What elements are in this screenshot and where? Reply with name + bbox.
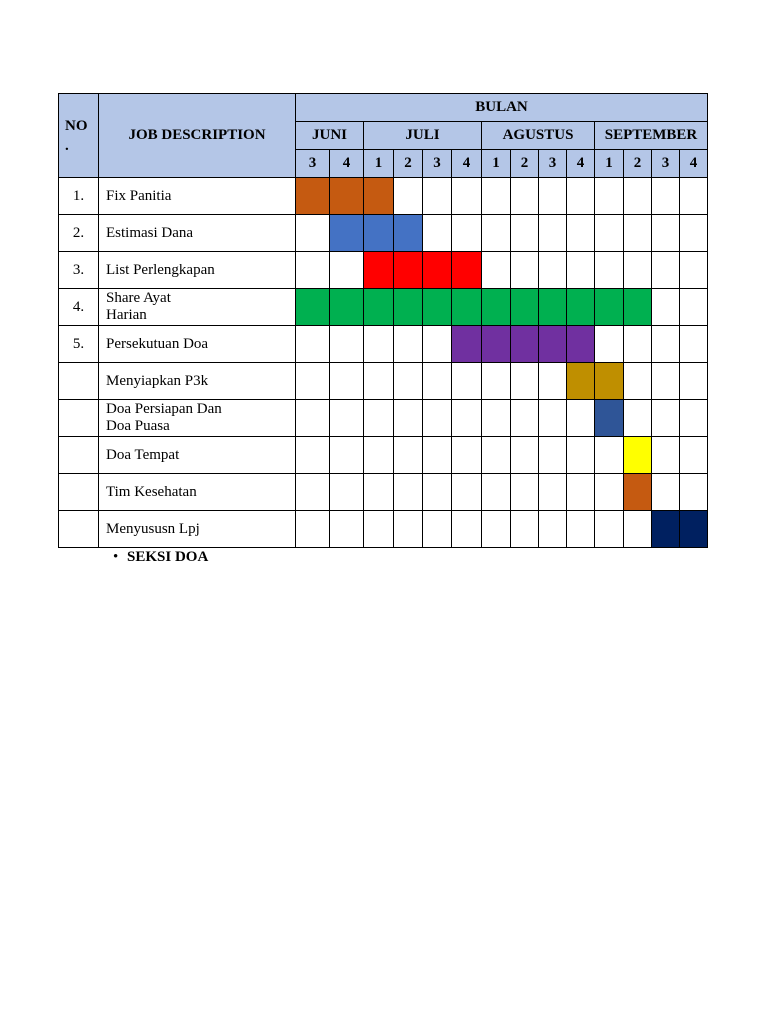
job-description-header: JOB DESCRIPTION bbox=[99, 94, 296, 178]
schedule-cell bbox=[624, 326, 652, 363]
gantt-table bbox=[58, 93, 708, 548]
schedule-cell bbox=[624, 215, 652, 252]
job-description-line: Menyususn Lpj bbox=[106, 520, 200, 537]
row-number: 3. bbox=[59, 252, 99, 289]
schedule-cell bbox=[595, 437, 624, 474]
schedule-cell bbox=[364, 363, 394, 400]
schedule-cell-filled bbox=[330, 215, 364, 252]
job-description-line: Menyiapkan P3k bbox=[106, 372, 209, 389]
schedule-cell bbox=[652, 289, 680, 326]
schedule-cell bbox=[296, 215, 330, 252]
schedule-cell bbox=[482, 178, 511, 215]
schedule-cell bbox=[452, 474, 482, 511]
job-description bbox=[99, 215, 296, 252]
week-header: 1 bbox=[482, 150, 511, 178]
schedule-cell-filled bbox=[624, 289, 652, 326]
bullet-dot-icon: • bbox=[113, 549, 119, 565]
schedule-cell-filled bbox=[364, 215, 394, 252]
schedule-cell bbox=[394, 178, 423, 215]
schedule-cell bbox=[539, 363, 567, 400]
job-description bbox=[99, 326, 296, 363]
schedule-cell bbox=[511, 178, 539, 215]
schedule-cell bbox=[680, 437, 708, 474]
schedule-cell bbox=[511, 252, 539, 289]
schedule-cell bbox=[452, 511, 482, 548]
schedule-cell bbox=[296, 326, 330, 363]
week-header: 4 bbox=[567, 150, 595, 178]
month-header-3: SEPTEMBER bbox=[595, 122, 708, 150]
bullet-item bbox=[113, 549, 208, 566]
schedule-cell bbox=[482, 215, 511, 252]
schedule-cell bbox=[652, 252, 680, 289]
schedule-cell bbox=[364, 511, 394, 548]
schedule-cell-filled bbox=[595, 400, 624, 437]
job-description-line: Tim Kesehatan bbox=[106, 483, 197, 500]
schedule-cell bbox=[680, 289, 708, 326]
schedule-cell bbox=[511, 474, 539, 511]
job-description-line: Doa Tempat bbox=[106, 446, 180, 463]
schedule-cell bbox=[330, 437, 364, 474]
table-row bbox=[59, 215, 708, 252]
schedule-cell-filled bbox=[394, 252, 423, 289]
schedule-cell bbox=[680, 400, 708, 437]
schedule-cell-filled bbox=[452, 252, 482, 289]
week-header: 4 bbox=[680, 150, 708, 178]
schedule-cell-filled bbox=[364, 289, 394, 326]
schedule-cell-filled bbox=[511, 326, 539, 363]
schedule-cell bbox=[330, 511, 364, 548]
schedule-cell bbox=[394, 474, 423, 511]
schedule-cell bbox=[567, 511, 595, 548]
job-description-line: Share Ayat bbox=[106, 290, 171, 306]
row-number bbox=[59, 437, 99, 474]
schedule-cell bbox=[330, 400, 364, 437]
schedule-cell bbox=[595, 252, 624, 289]
schedule-cell-filled bbox=[364, 178, 394, 215]
schedule-cell bbox=[330, 326, 364, 363]
schedule-cell bbox=[511, 215, 539, 252]
schedule-cell bbox=[394, 363, 423, 400]
schedule-cell bbox=[680, 252, 708, 289]
job-description bbox=[99, 363, 296, 400]
schedule-cell bbox=[423, 474, 452, 511]
schedule-cell bbox=[452, 400, 482, 437]
schedule-cell bbox=[567, 215, 595, 252]
schedule-cell-filled bbox=[680, 511, 708, 548]
schedule-cell bbox=[482, 437, 511, 474]
row-number bbox=[59, 474, 99, 511]
schedule-cell bbox=[330, 363, 364, 400]
row-number bbox=[59, 363, 99, 400]
job-description bbox=[99, 474, 296, 511]
job-description bbox=[99, 511, 296, 548]
schedule-cell bbox=[296, 363, 330, 400]
schedule-cell bbox=[624, 252, 652, 289]
schedule-cell bbox=[652, 215, 680, 252]
no-header-label: NO bbox=[65, 117, 88, 134]
schedule-cell bbox=[680, 215, 708, 252]
schedule-cell-filled bbox=[330, 178, 364, 215]
job-description-line: List Perlengkapan bbox=[106, 261, 215, 278]
schedule-cell bbox=[394, 437, 423, 474]
week-header: 1 bbox=[364, 150, 394, 178]
table-row bbox=[59, 437, 708, 474]
schedule-cell-filled bbox=[482, 289, 511, 326]
job-description bbox=[99, 178, 296, 215]
no-header-dot: . bbox=[65, 137, 69, 154]
schedule-cell bbox=[624, 178, 652, 215]
job-description-line: Doa Persiapan Dan bbox=[106, 401, 222, 417]
schedule-cell-filled bbox=[452, 289, 482, 326]
row-number bbox=[59, 511, 99, 548]
week-header: 3 bbox=[652, 150, 680, 178]
schedule-cell bbox=[595, 215, 624, 252]
schedule-cell bbox=[652, 326, 680, 363]
schedule-cell bbox=[394, 326, 423, 363]
job-description-line: Fix Panitia bbox=[106, 187, 172, 204]
schedule-cell bbox=[364, 326, 394, 363]
schedule-cell bbox=[296, 400, 330, 437]
month-header-2: AGUSTUS bbox=[482, 122, 595, 150]
schedule-cell bbox=[652, 474, 680, 511]
schedule-cell bbox=[567, 400, 595, 437]
schedule-cell bbox=[567, 474, 595, 511]
schedule-cell-filled bbox=[567, 326, 595, 363]
schedule-cell-filled bbox=[567, 363, 595, 400]
schedule-cell bbox=[511, 511, 539, 548]
schedule-cell-filled bbox=[394, 289, 423, 326]
schedule-cell bbox=[423, 178, 452, 215]
month-header-1: JULI bbox=[364, 122, 482, 150]
schedule-cell bbox=[624, 400, 652, 437]
schedule-cell bbox=[624, 511, 652, 548]
schedule-cell bbox=[539, 178, 567, 215]
schedule-cell bbox=[296, 252, 330, 289]
schedule-cell bbox=[452, 178, 482, 215]
month-header-0: JUNI bbox=[296, 122, 364, 150]
schedule-cell bbox=[652, 363, 680, 400]
job-description-line: Harian bbox=[106, 307, 147, 323]
schedule-cell bbox=[296, 437, 330, 474]
job-description bbox=[99, 252, 296, 289]
row-number bbox=[59, 400, 99, 437]
schedule-cell-filled bbox=[423, 289, 452, 326]
row-number: 4. bbox=[59, 289, 99, 326]
schedule-cell bbox=[595, 326, 624, 363]
schedule-cell-filled bbox=[539, 289, 567, 326]
schedule-cell bbox=[364, 400, 394, 437]
schedule-cell-filled bbox=[423, 252, 452, 289]
table-row bbox=[59, 289, 708, 326]
week-header: 2 bbox=[511, 150, 539, 178]
schedule-cell-filled bbox=[296, 178, 330, 215]
schedule-cell bbox=[482, 511, 511, 548]
schedule-cell bbox=[482, 474, 511, 511]
schedule-cell bbox=[423, 511, 452, 548]
schedule-cell-filled bbox=[624, 474, 652, 511]
row-number: 5. bbox=[59, 326, 99, 363]
schedule-cell-filled bbox=[394, 215, 423, 252]
schedule-cell-filled bbox=[482, 326, 511, 363]
schedule-cell bbox=[452, 437, 482, 474]
no-header bbox=[59, 94, 99, 178]
bullet-text: SEKSI DOA bbox=[127, 549, 209, 565]
job-description bbox=[99, 289, 296, 326]
schedule-cell bbox=[680, 178, 708, 215]
schedule-cell bbox=[511, 363, 539, 400]
job-description bbox=[99, 400, 296, 437]
schedule-cell bbox=[482, 252, 511, 289]
schedule-cell bbox=[624, 363, 652, 400]
schedule-cell-filled bbox=[539, 326, 567, 363]
week-header: 2 bbox=[624, 150, 652, 178]
schedule-cell bbox=[394, 511, 423, 548]
schedule-cell bbox=[567, 437, 595, 474]
week-header: 3 bbox=[423, 150, 452, 178]
schedule-cell bbox=[296, 511, 330, 548]
schedule-cell bbox=[539, 474, 567, 511]
table-row bbox=[59, 363, 708, 400]
header-row-bulan bbox=[59, 94, 708, 122]
schedule-cell bbox=[482, 400, 511, 437]
job-description bbox=[99, 437, 296, 474]
schedule-cell bbox=[330, 252, 364, 289]
table-row bbox=[59, 400, 708, 437]
week-header: 1 bbox=[595, 150, 624, 178]
week-header: 4 bbox=[452, 150, 482, 178]
table-row bbox=[59, 326, 708, 363]
week-header: 3 bbox=[539, 150, 567, 178]
schedule-cell bbox=[423, 215, 452, 252]
schedule-cell-filled bbox=[567, 289, 595, 326]
schedule-cell-filled bbox=[296, 289, 330, 326]
schedule-cell bbox=[652, 437, 680, 474]
schedule-cell-filled bbox=[595, 363, 624, 400]
schedule-cell-filled bbox=[624, 437, 652, 474]
schedule-cell bbox=[452, 215, 482, 252]
schedule-cell bbox=[539, 511, 567, 548]
schedule-cell bbox=[680, 474, 708, 511]
schedule-cell bbox=[394, 400, 423, 437]
bulan-header: BULAN bbox=[296, 94, 708, 122]
week-header: 2 bbox=[394, 150, 423, 178]
schedule-cell bbox=[364, 474, 394, 511]
schedule-cell bbox=[652, 400, 680, 437]
schedule-cell-filled bbox=[511, 289, 539, 326]
schedule-cell bbox=[482, 363, 511, 400]
schedule-cell-filled bbox=[330, 289, 364, 326]
schedule-cell bbox=[595, 474, 624, 511]
schedule-cell bbox=[680, 326, 708, 363]
schedule-cell bbox=[567, 178, 595, 215]
schedule-cell bbox=[511, 400, 539, 437]
week-header: 4 bbox=[330, 150, 364, 178]
table-row bbox=[59, 474, 708, 511]
row-number: 2. bbox=[59, 215, 99, 252]
schedule-cell bbox=[539, 215, 567, 252]
table-row bbox=[59, 511, 708, 548]
schedule-cell-filled bbox=[452, 326, 482, 363]
schedule-cell bbox=[452, 363, 482, 400]
schedule-cell bbox=[511, 437, 539, 474]
job-description-line: Persekutuan Doa bbox=[106, 335, 209, 352]
schedule-cell-filled bbox=[595, 289, 624, 326]
table-row bbox=[59, 178, 708, 215]
schedule-cell bbox=[652, 178, 680, 215]
schedule-cell-filled bbox=[364, 252, 394, 289]
schedule-cell bbox=[539, 400, 567, 437]
schedule-cell bbox=[364, 437, 394, 474]
schedule-cell-filled bbox=[652, 511, 680, 548]
schedule-cell bbox=[296, 474, 330, 511]
schedule-cell bbox=[567, 252, 595, 289]
schedule-cell bbox=[423, 363, 452, 400]
schedule-cell bbox=[595, 178, 624, 215]
schedule-cell bbox=[423, 400, 452, 437]
table-row bbox=[59, 252, 708, 289]
schedule-cell bbox=[539, 252, 567, 289]
schedule-cell bbox=[423, 437, 452, 474]
schedule-cell bbox=[539, 437, 567, 474]
schedule-cell bbox=[595, 511, 624, 548]
week-header: 3 bbox=[296, 150, 330, 178]
job-description-line: Doa Puasa bbox=[106, 418, 170, 434]
schedule-cell bbox=[680, 363, 708, 400]
schedule-cell bbox=[330, 474, 364, 511]
job-description-line: Estimasi Dana bbox=[106, 224, 194, 241]
row-number: 1. bbox=[59, 178, 99, 215]
schedule-cell bbox=[423, 326, 452, 363]
